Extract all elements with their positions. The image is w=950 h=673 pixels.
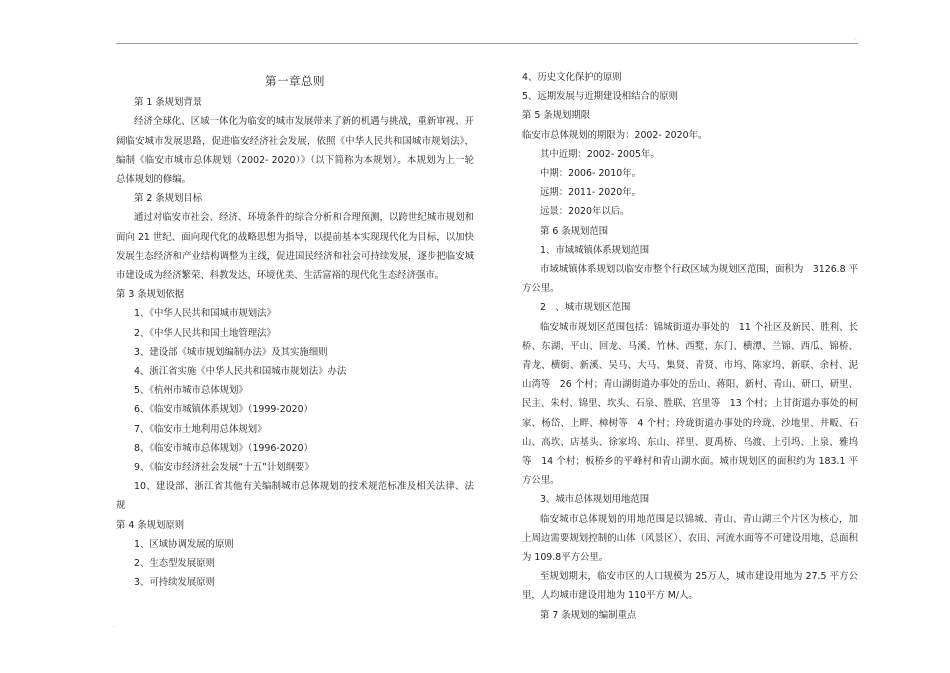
section-body: 临安城市规划区范围包括：锦城街道办事处的 11 个社区及新民、胜利、长桥、东湖、平山、回龙、马溪、竹林、西墅、东门、横潭、兰锦、西瓜、锦桥、青龙、横街、新溪、吴马、大马、集贤、青贤、市坞、陈家坞、新联、余村、泥山湾等 26 个村；青山湖街道办事处的岳山、蒋阳、新村、青山、研口、研里、民主、朱村、锦里、坎头、石泉、胜联、宫里等 13 个村；上甘街道办事处的柯家、杨岱、上畔、樟树等 4 个村；玲珑街道办事处的玲珑、沙地里、井畈、石山、高坎、店基头、徐家坞、东山、祥里、夏禹桥、乌渡、上引坞、上泉、雅坞等 14 个村；板桥乡的平峰村和青山湖水面。城市规划区的面积约为 183.1 平方公里。 [522,321,858,487]
list-item: 4、浙江省实施《中华人民共和国城市规划法》办法 [134,366,347,378]
section-body: 市域城镇体系规划以临安市整个行政区域为规划区范围，面积为 3126.8 平方公里。 [522,264,858,295]
corner-mark: · [855,37,857,44]
subsection-heading: 3、城市总体规划用地范围 [540,494,650,506]
list-item: 3、建设部《城市规划编制办法》及其实施细则 [134,346,328,358]
section-heading: 第 5 条规划期限 [522,110,591,122]
list-item: 6、《临安市城镇体系规划》（1999-2020） [134,404,313,416]
header-rule [116,43,858,44]
section-body: 经济全球化、区域一体化为临安的城市发展带来了新的机遇与挑战，重新审视、开阔临安城市发展思路，促进临安经济社会发展，依照《中华人民共和国城市规划法》，编制《临安市城市总体规划（2002- 2020）》（以下简称为本规划）。本规划为上一轮总体规划的修编。 [116,116,474,186]
left-column [116,68,474,592]
section-heading: 第 4 条规划原则 [116,519,185,531]
list-item: 9、《临安市经济社会发展“十五”计划纲要》 [134,462,314,474]
section-body: 通过对临安市社会、经济、环境条件的综合分析和合理预测，以跨世纪城市规划和面向 21 世纪、面向现代化的战略思想为指导，以提前基本实现现代化为目标，以加快发展生态经济和产业结构调整为主线，促进国民经济和社会可持续发展，逐步把临安城市建设成为经济繁荣、科教发达、环境优美、生活富裕的现代化生态经济强市。 [116,212,474,282]
list-item: 其中近期：2002- 2005年。 [540,148,660,160]
list-item: 10、建设部、浙江省其他有关编制城市总体规划的技术规范标准及相关法律、法规 [116,481,474,512]
section-heading: 第 3 条规划依据 [116,289,185,301]
list-item: 7、《临安市土地利用总体规划》 [134,423,267,435]
section-heading: 第 2 条规划目标 [134,193,203,205]
list-item: 1、区域协调发展的原则 [134,538,234,550]
list-item: 远期：2011- 2020年。 [540,187,641,199]
section-body: 临安城市总体规划的用地范围是以锦城、青山、青山湖三个片区为核心，加上周边需要规划控制的山体（风景区）、农田、河流水面等不可建设用地，总面积为 109.8平方公里。 [522,513,858,564]
list-item: 4、历史文化保护的原则 [522,72,622,83]
corner-mark: · [113,624,115,631]
list-item: 2、生态型发展原则 [134,558,215,570]
section-heading: 第 1 条规划背景 [134,97,203,109]
subsection-heading: 2 、城市规划区范围 [540,302,631,314]
right-column [522,68,858,625]
list-item: 远景：2020年以后。 [540,206,630,218]
list-item: 5、《杭州市城市总体规划》 [134,385,248,397]
section-heading: 第 7 条规划的编制重点 [540,609,637,621]
subsection-heading: 1、市域城镇体系规划范围 [540,244,650,256]
section-body: 临安市总体规划的期限为：2002- 2020年。 [522,129,708,141]
list-item: 1、《中华人民共和国城市规划法》 [134,308,276,320]
list-item: 5、远期发展与近期建设相结合的原则 [522,91,678,103]
chapter-title: 第一章总则 [265,74,325,88]
section-heading: 第 6 条规划范围 [540,225,609,237]
list-item: 8、《临安市城市总体规划》（1996-2020） [134,442,313,454]
section-body: 至规划期末，临安市区的人口规模为 25万人，城市建设用地为 27.5 平方公里，人均城市建设用地为 110平方 M/人。 [522,571,858,602]
list-item: 2、《中华人民共和国土地管理法》 [134,327,276,339]
list-item: 中期：2006- 2010年。 [540,168,641,180]
list-item: 3、可持续发展原则 [134,577,215,589]
